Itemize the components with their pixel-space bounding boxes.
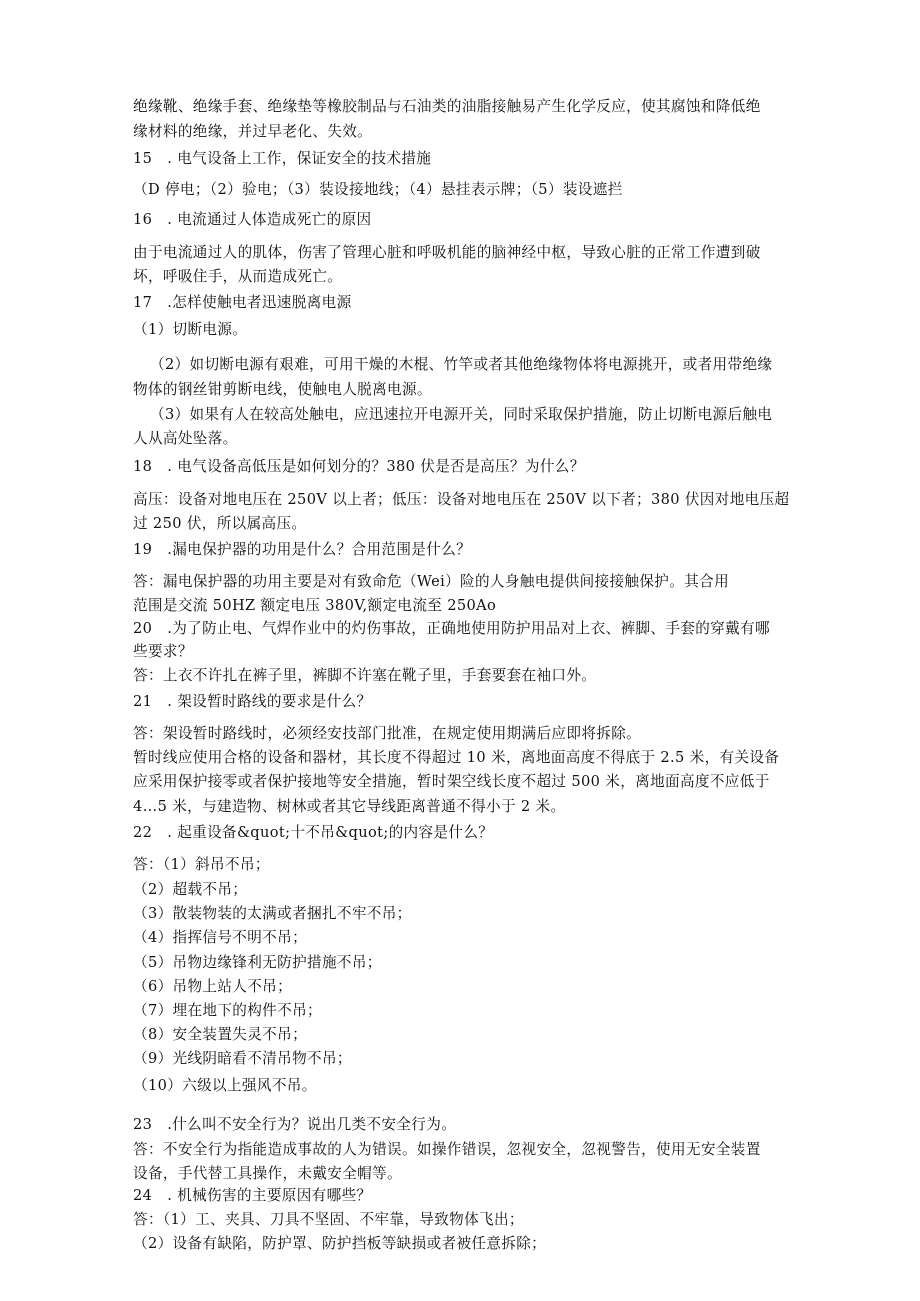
question-heading: 22 . 起重设备&quot;十不吊&quot;的内容是什么？ xyxy=(133,824,494,841)
list-item: （9）光线阴暗看不清吊物不吊； xyxy=(133,1050,352,1067)
list-item: （6）吊物上站人不吊； xyxy=(133,978,293,995)
question-heading: 24 . 机械伤害的主要原因有哪些？ xyxy=(133,1187,372,1204)
text-line: 暂时线应使用合格的设备和器材，其长度不得超过 10 米，离地面高度不得底于 2.5 米，有关设备 xyxy=(133,749,780,766)
text-line: 答：不安全行为指能造成事故的人为错误。如操作错误，忽视安全，忽视警告，使用无安全装置 xyxy=(133,1141,761,1158)
list-item: （7）埋在地下的构件不吊； xyxy=(133,1002,322,1019)
question-heading: 15 . 电气设备上工作，保证安全的技术措施 xyxy=(133,150,432,167)
list-item: （2）超载不吊； xyxy=(133,881,248,898)
text-line: 人从高处坠落。 xyxy=(133,430,238,447)
question-heading: 23 .什么叫不安全行为？说出几类不安全行为。 xyxy=(133,1116,457,1133)
list-item: （8）安全装置失灵不吊； xyxy=(133,1026,308,1043)
list-item: 答：（1）工、夹具、刀具不坚固、不牢靠，导致物体飞出； xyxy=(133,1211,524,1228)
list-item: （4）指挥信号不明不吊； xyxy=(133,929,308,946)
text-line: 答：漏电保护器的功用主要是对有致命危（Wei）险的人身触电提供间接接触保护。其合用 xyxy=(133,573,730,590)
text-line: 过 250 伏，所以属高压。 xyxy=(133,515,307,532)
text-line: 由于电流通过人的肌体，伤害了管理心脏和呼吸机能的脑神经中枢，导致心脏的正常工作遭到破 xyxy=(133,244,761,261)
question-heading: 些要求？ xyxy=(133,643,193,660)
text-line: 答：架设暂时路线时，必须经安技部门批准，在规定使用期满后应即将拆除。 xyxy=(133,725,642,742)
text-line: 物体的钢丝钳剪断电线，使触电人脱离电源。 xyxy=(133,381,432,398)
text-line: （2）如切断电源有艰难，可用干燥的木棍、竹竿或者其他绝缘物体将电源挑开，或者用带绝缘 xyxy=(150,356,773,373)
text-line: 应采用保护接零或者保护接地等安全措施，暂时架空线长度不超过 500 米，离地面高度不应低于 xyxy=(133,773,770,790)
text-line: 高压：设备对地电压在 250V 以上者；低压：设备对地电压在 250V 以下者；380 伏因对地电压超 xyxy=(133,491,790,508)
text-line: 设备，手代替工具操作，未戴安全帽等。 xyxy=(133,1165,402,1182)
text-line: 4…5 米，与建造物、树林或者其它导线距离普通不得小于 2 米。 xyxy=(133,798,566,815)
text-line: 答：上衣不许扎在裤子里，裤脚不许塞在靴子里，手套要套在袖口外。 xyxy=(133,667,597,684)
list-item: （2）设备有缺陷，防护罩、防护挡板等缺损或者被任意拆除； xyxy=(133,1235,547,1252)
question-heading: 17 .怎样使触电者迅速脱离电源 xyxy=(133,294,352,311)
list-item: （3）散装物装的太满或者捆扎不牢不吊； xyxy=(133,905,412,922)
question-heading: 19 .漏电保护器的功用是什么？合用范围是什么？ xyxy=(133,541,472,558)
text-line: 范围是交流 50HZ 额定电压 380V,额定电流至 250Ao xyxy=(133,597,497,614)
list-item: 答：（1）斜吊不吊； xyxy=(133,856,270,873)
question-heading: 21 . 架设暂时路线的要求是什么？ xyxy=(133,693,372,710)
question-heading: 16 . 电流通过人体造成死亡的原因 xyxy=(133,211,372,228)
list-item: （10）六级以上强风不吊。 xyxy=(133,1077,317,1094)
text-line: 坏，呼吸住手，从而造成死亡。 xyxy=(133,268,343,285)
text-line: 绝缘靴、绝缘手套、绝缘垫等橡胶制品与石油类的油脂接触易产生化学反应，使其腐蚀和降低绝 xyxy=(133,98,761,115)
text-line: （D 停电；（2）验电；（3）装设接地线；（4）悬挂表示牌；（5）装设遮拦 xyxy=(133,181,623,198)
question-heading: 18 . 电气设备高低压是如何划分的？380 伏是否是高压？为什么？ xyxy=(133,458,585,475)
text-line: 缘材料的绝缘，并过早老化、失效。 xyxy=(133,123,373,140)
list-item: （5）吊物边缘锋利无防护措施不吊； xyxy=(133,954,382,971)
question-heading: 20 .为了防止电、气焊作业中的灼伤事故，正确地使用防护用品对上衣、裤脚、手套的穿戴有哪 xyxy=(133,620,770,637)
text-line: （3）如果有人在较高处触电，应迅速拉开电源开关，同时采取保护措施，防止切断电源后触电 xyxy=(150,406,773,423)
text-line: （1）切断电源。 xyxy=(133,321,248,338)
